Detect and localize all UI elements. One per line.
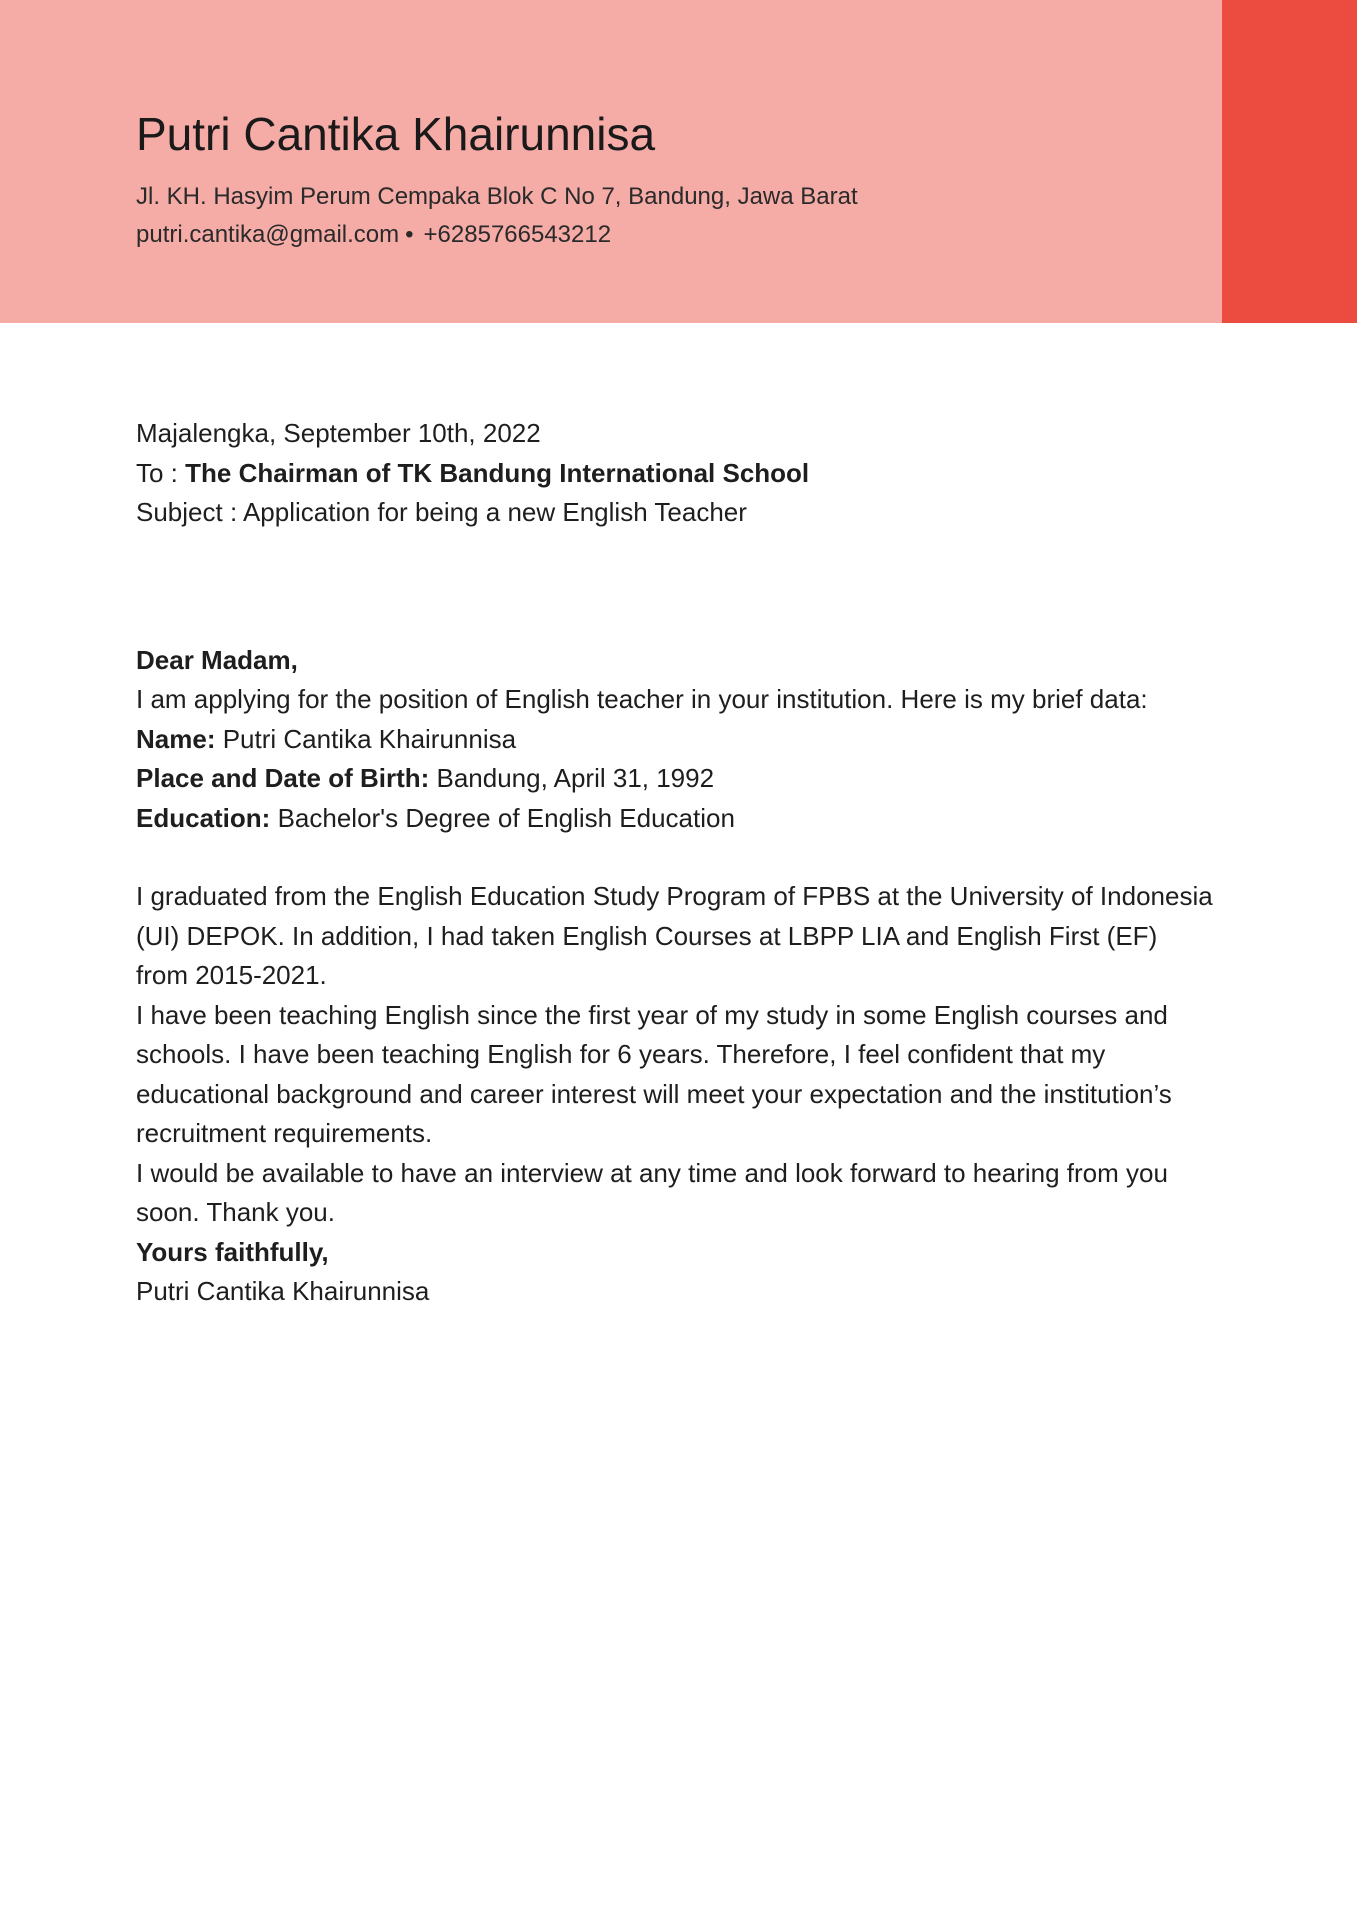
sender-contact [136,216,1186,254]
availability-paragraph: I would be available to have an interview at any time and look forward to hearing from you soon. Thank you. [136,1157,1168,1227]
closing-text: Yours faithfully, [136,1236,329,1267]
data-birth-value: Bandung, April 31, 1992 [429,763,715,793]
salutation-text: Dear Madam, [136,644,298,675]
sender-name: Putri Cantika Khairunnisa [136,108,656,160]
signature-name: Putri Cantika Khairunnisa [136,1276,430,1306]
data-birth-label: Place and Date of Birth: [136,763,430,793]
letter-header [0,0,1357,323]
data-education-label: Education: [136,802,271,833]
data-name-value: Putri Cantika Khairunnisa [215,723,517,754]
recipient-name: The Chairman of TK Bandung International School [185,457,810,488]
intro-paragraph: I am applying for the position of English teacher in your institution. Here is my brief data: [136,684,1148,714]
contact-separator: • [405,221,414,248]
sender-email: putri.cantika@gmail.com [136,221,400,248]
closing [136,1233,1216,1273]
recipient-line [136,454,1216,494]
recipient-label: To : [136,457,186,488]
sender-address: Jl. KH. Hasyim Perum Cempaka Blok C No 7, Bandung, Jawa Barat [136,183,858,210]
education-paragraph: I graduated from the English Education Study Program of FPBS at the University of Indonesia (UI) DEPOK. In addition, I had taken English Courses at LBPP LIA and English First (EF) from 2015-2021. [136,881,1213,990]
data-education-row [136,799,1216,839]
letter-body [136,414,1216,1312]
experience-paragraph: I have been teaching English since the first year of my study in some English courses and schools. I have been teaching English for 6 years. Therefore, I feel confident that my educational background and career interest will meet your expectation and the institution’s recruitment requirements. [136,999,1172,1148]
data-education-value: Bachelor's Degree of English Education [270,802,735,833]
data-name-label: Name: [136,723,216,754]
data-name-row [136,720,1216,760]
header-content [136,104,1186,254]
subject-line: Subject : Application for being a new English Teacher [136,497,747,527]
salutation [136,641,1216,681]
header-accent-bar [1222,0,1357,323]
sender-phone: +6285766543212 [423,221,612,248]
recipient-block [136,454,1216,533]
applicant-data [136,720,1216,839]
place-date: Majalengka, September 10th, 2022 [136,418,541,448]
data-birth-row [136,759,1216,799]
